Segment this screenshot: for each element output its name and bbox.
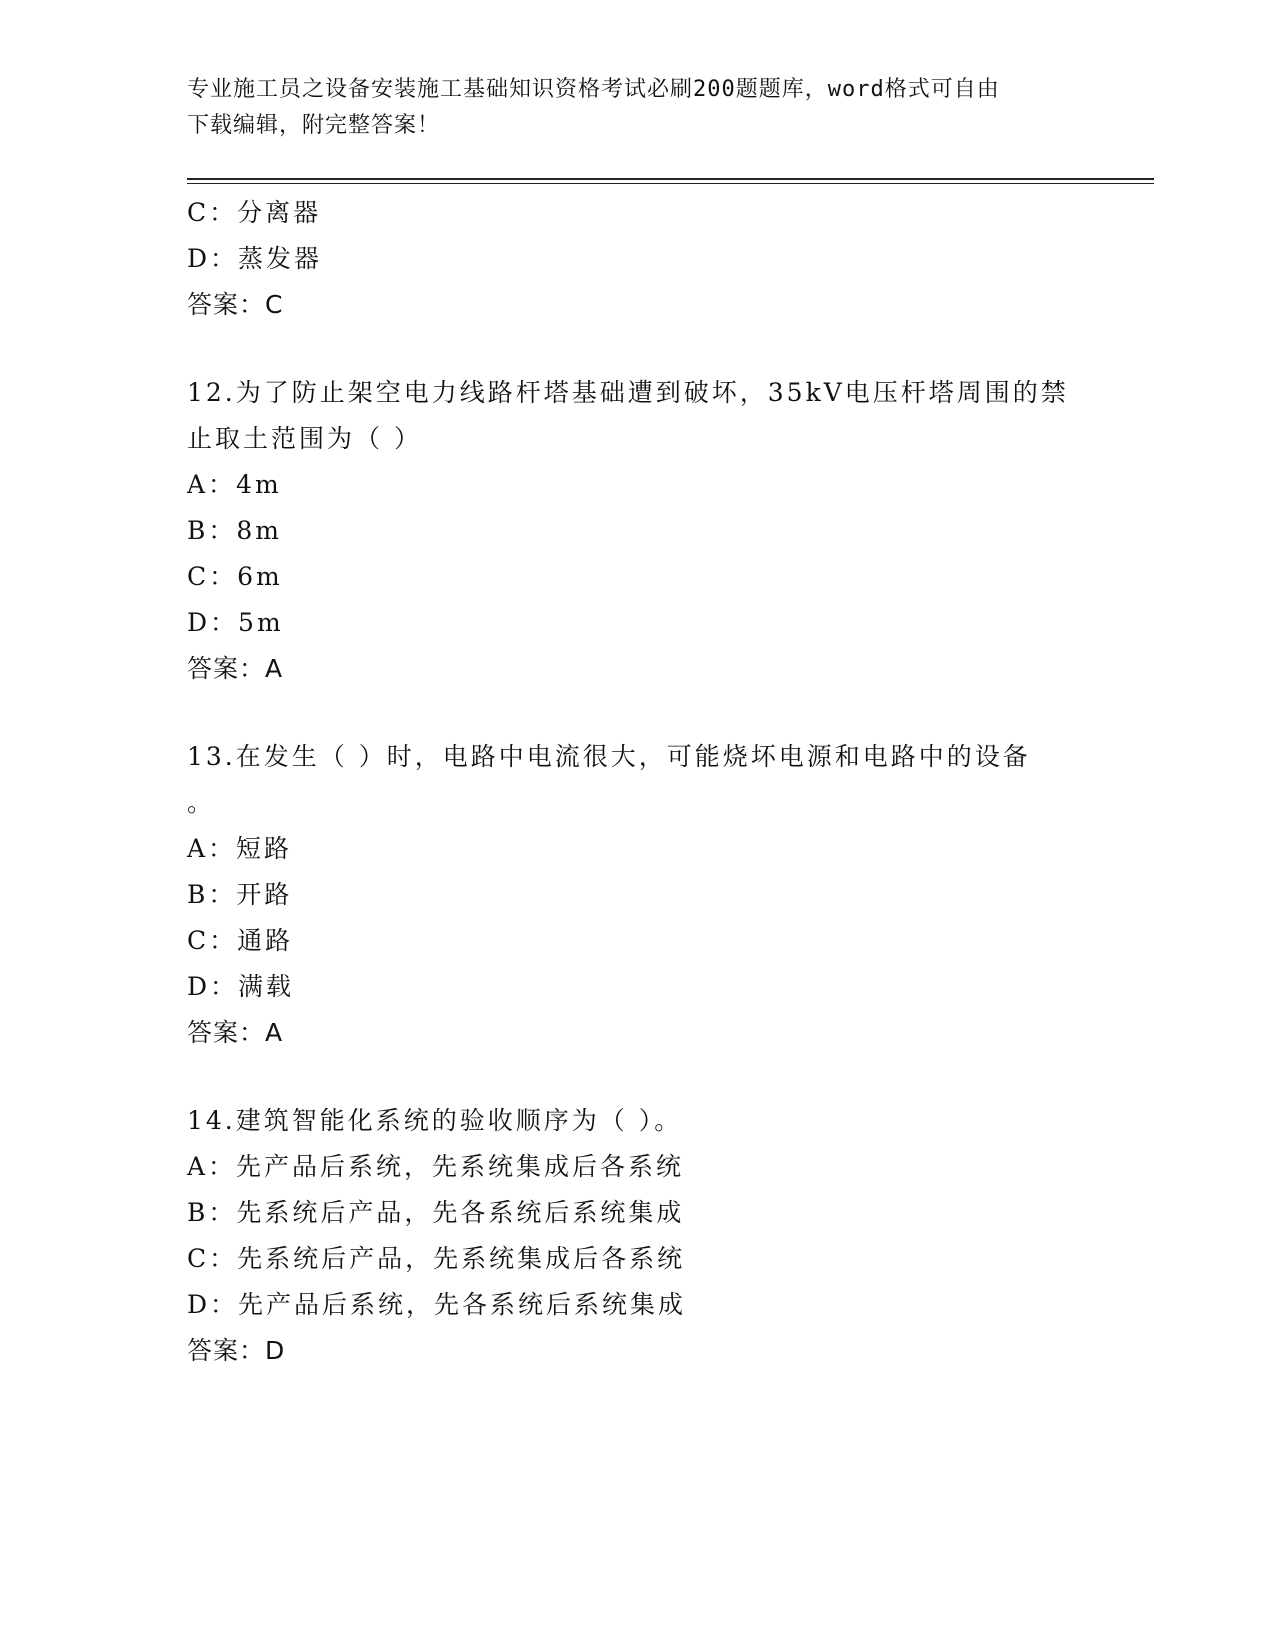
spacer <box>187 692 1107 734</box>
header-divider-thick <box>187 178 1154 180</box>
question-stem-line-2: 止取土范围为（ ） <box>187 424 422 453</box>
question-stem-line-1: 14.建筑智能化系统的验收顺序为（ ）。 <box>187 1106 683 1135</box>
question-stem-line-2: 。 <box>187 788 216 817</box>
option-b: B：先系统后产品，先各系统后系统集成 <box>187 1198 685 1227</box>
option-a: A：4m <box>187 470 282 499</box>
spacer <box>187 1056 1107 1098</box>
question-13 <box>187 734 1107 1056</box>
spacer <box>187 328 1107 370</box>
document-header <box>187 72 1087 144</box>
question-stem-line-1: 13.在发生（ ）时，电路中电流很大，可能烧坏电源和电路中的设备 <box>187 742 1031 771</box>
header-divider-thin <box>187 183 1154 184</box>
question-14 <box>187 1098 1107 1374</box>
option-d: D：满载 <box>187 972 295 1001</box>
header-title-line-1: 专业施工员之设备安装施工基础知识资格考试必刷200题题库，word格式可自由 <box>187 77 1000 102</box>
option-c: C：6m <box>187 562 283 591</box>
option-b: B：开路 <box>187 880 293 909</box>
question-stem-line-1: 12.为了防止架空电力线路杆塔基础遭到破坏，35kV电压杆塔周围的禁 <box>187 378 1069 407</box>
option-c: C：通路 <box>187 926 294 955</box>
option-a: A：先产品后系统，先系统集成后各系统 <box>187 1152 685 1181</box>
option-d: D：蒸发器 <box>187 244 323 273</box>
header-title-line-2: 下载编辑，附完整答案！ <box>187 113 441 138</box>
option-c: C：分离器 <box>187 198 322 227</box>
option-a: A：短路 <box>187 834 293 863</box>
question-12 <box>187 370 1107 692</box>
answer-line: 答案：A <box>187 1018 284 1047</box>
answer-line: 答案：C <box>187 290 284 319</box>
question-list <box>187 190 1107 1374</box>
option-d: D：先产品后系统，先各系统后系统集成 <box>187 1290 687 1319</box>
answer-line: 答案：A <box>187 654 284 683</box>
option-c: C：先系统后产品，先系统集成后各系统 <box>187 1244 686 1273</box>
option-d: D：5m <box>187 608 284 637</box>
option-b: B：8m <box>187 516 282 545</box>
answer-line: 答案：D <box>187 1336 286 1365</box>
question-11 <box>187 190 1107 328</box>
